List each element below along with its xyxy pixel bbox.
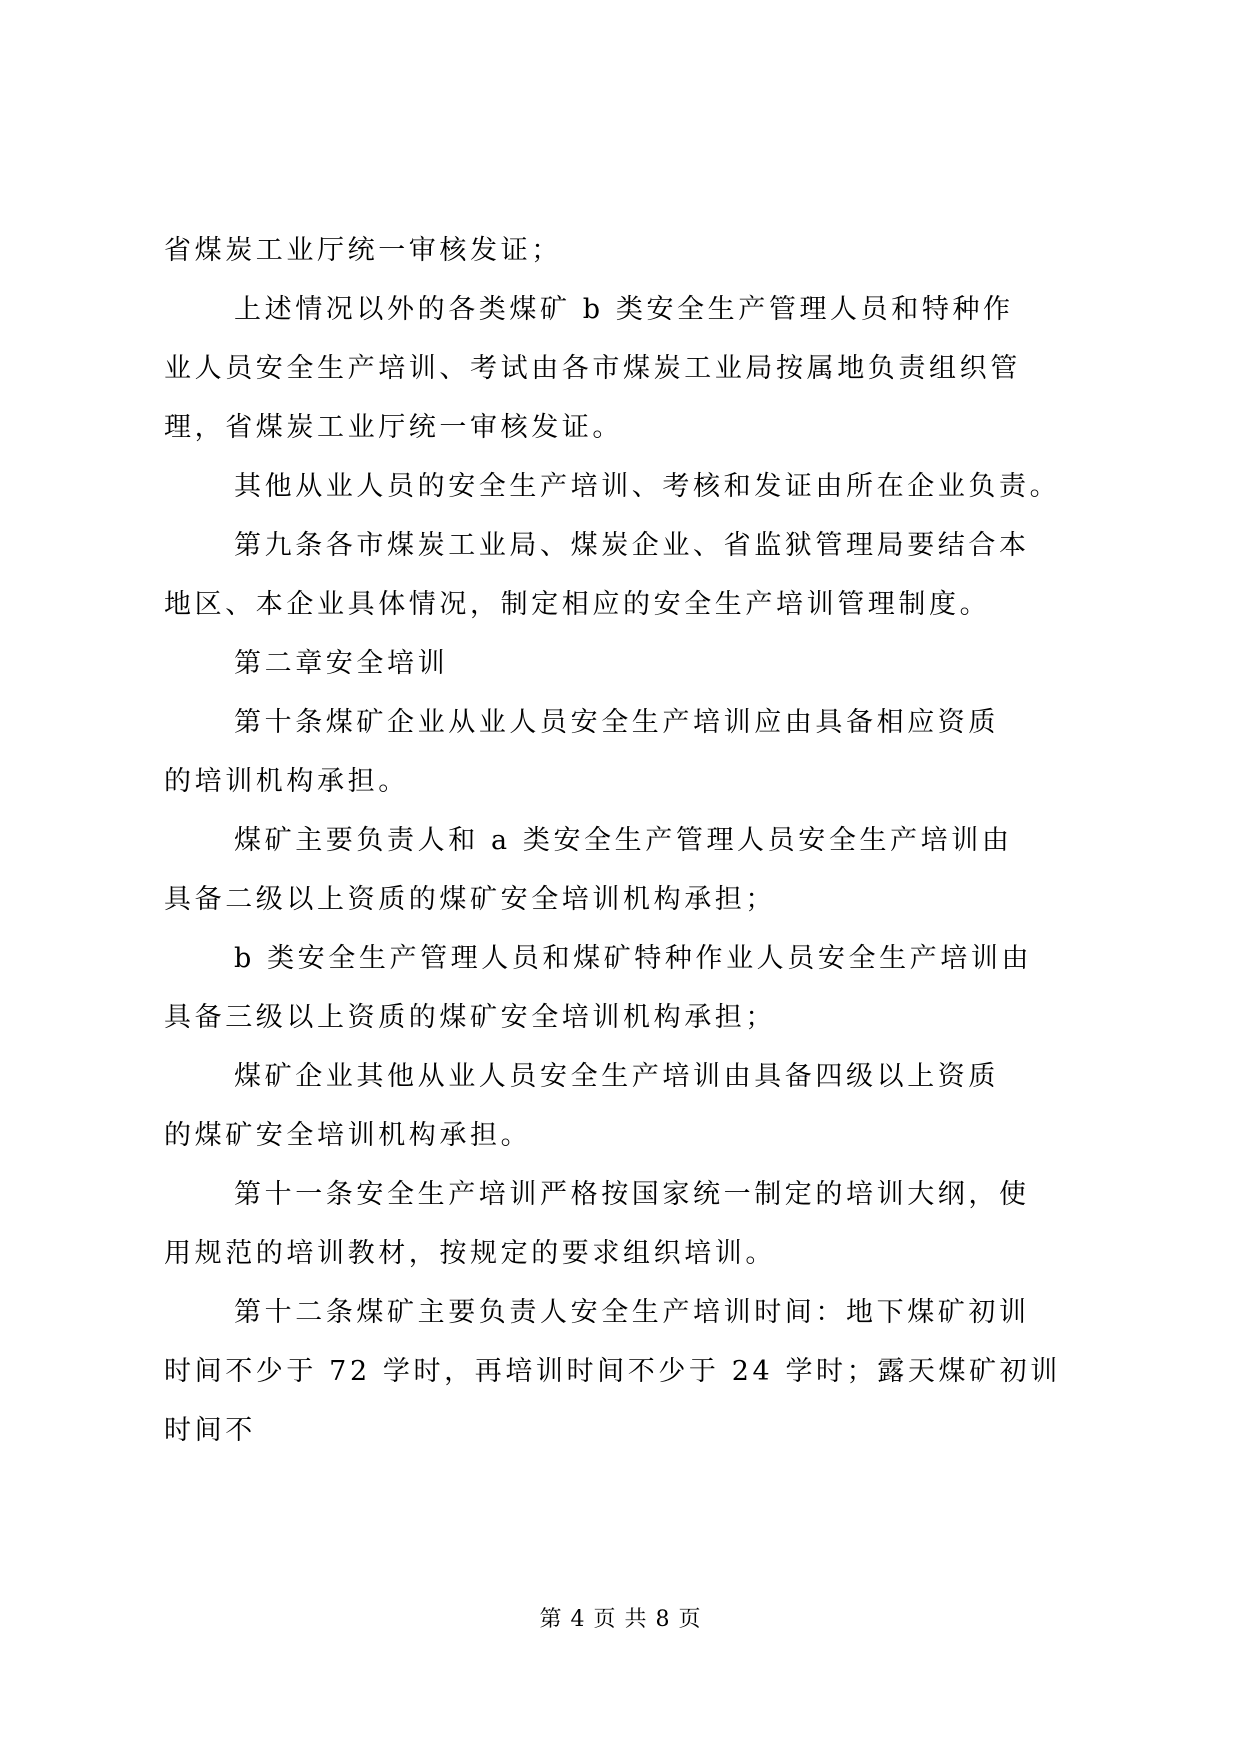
text-line: 煤矿企业其他从业人员安全生产培训由具备四级以上资质	[234, 1061, 999, 1092]
text-line: 其他从业人员的安全生产培训、考核和发证由所在企业负责。	[234, 471, 1061, 502]
text-line: 煤矿主要负责人和 a 类安全生产管理人员安全生产培训由	[234, 825, 1013, 856]
text-line: 上述情况以外的各类煤矿 b 类安全生产管理人员和特种作	[234, 294, 1014, 325]
text-line: 第九条各市煤炭工业局、煤炭企业、省监狱管理局要结合本	[234, 530, 1030, 561]
text-line: 第十二条煤矿主要负责人安全生产培训时间：地下煤矿初训	[234, 1297, 1030, 1328]
text-line: b 类安全生产管理人员和煤矿特种作业人员安全生产培训由	[234, 943, 1033, 974]
text-line: 第十条煤矿企业从业人员安全生产培训应由具备相应资质	[234, 707, 999, 738]
text-line: 用规范的培训教材，按规定的要求组织培训。	[164, 1238, 776, 1269]
text-line: 具备二级以上资质的煤矿安全培训机构承担；	[164, 884, 776, 915]
text-line: 业人员安全生产培训、考试由各市煤炭工业局按属地负责组织管	[164, 353, 1021, 384]
text-line: 第十一条安全生产培训严格按国家统一制定的培训大纲，使	[234, 1179, 1030, 1210]
text-line: 理，省煤炭工业厅统一审核发证。	[164, 412, 623, 443]
document-body	[164, 226, 1084, 1465]
text-line: 省煤炭工业厅统一审核发证；	[164, 235, 562, 266]
text-line: 的培训机构承担。	[164, 766, 409, 797]
text-line: 地区、本企业具体情况，制定相应的安全生产培训管理制度。	[164, 589, 991, 620]
text-line: 第二章安全培训	[234, 648, 449, 679]
text-line: 的煤矿安全培训机构承担。	[164, 1120, 532, 1151]
text-line: 时间不少于 72 学时，再培训时间不少于 24 学时；露天煤矿初训	[164, 1356, 1061, 1387]
text-line: 具备三级以上资质的煤矿安全培训机构承担；	[164, 1002, 776, 1033]
text-line: 时间不	[164, 1415, 256, 1446]
page-footer: 第 4 页 共 8 页	[539, 1607, 702, 1632]
